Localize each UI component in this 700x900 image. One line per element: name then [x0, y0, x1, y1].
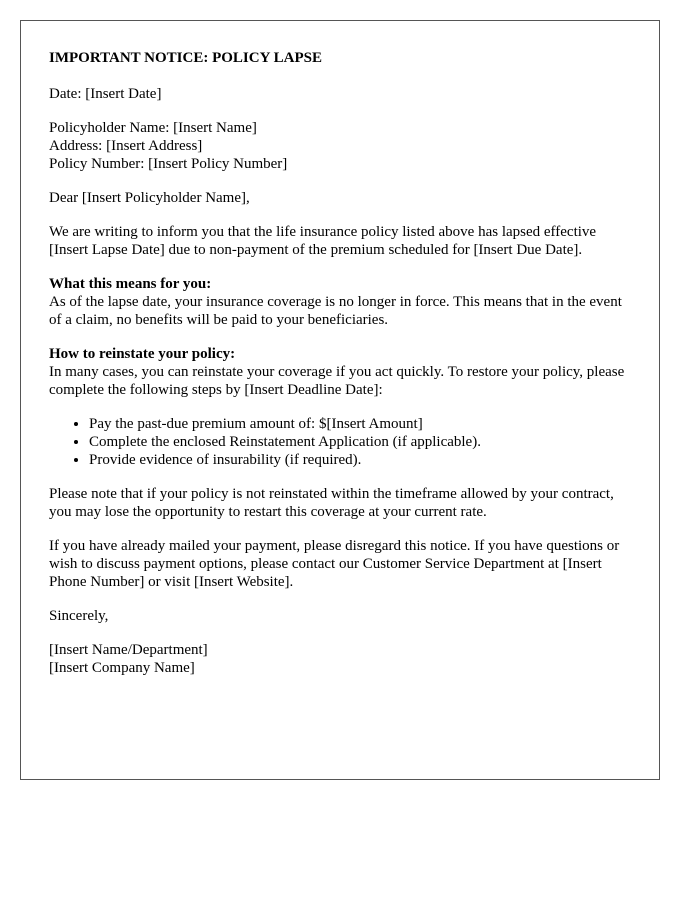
- greeting: Dear [Insert Policyholder Name],: [49, 190, 250, 206]
- reinstate-section: [49, 345, 631, 399]
- meaning-heading: What this means for you:: [49, 276, 212, 292]
- notice-title: IMPORTANT NOTICE: POLICY LAPSE: [49, 50, 322, 66]
- list-item: • Pay the past-due premium amount of: $[Insert Amount]: [89, 415, 631, 433]
- policyholder-name: Policyholder Name: [Insert Name]: [49, 120, 257, 136]
- list-item: • Provide evidence of insurability (if required).: [89, 451, 631, 469]
- contact: If you have already mailed your payment, please disregard this notice. If you have questions or wish to discuss payment options, please contact our Customer Service Department at [Insert Phone Number] or visit [Insert Website].: [49, 538, 620, 590]
- policy-number: Policy Number: [Insert Policy Number]: [49, 156, 288, 172]
- address: Address: [Insert Address]: [49, 138, 203, 154]
- letter: [20, 20, 660, 780]
- note: Please note that if your policy is not reinstated within the timeframe allowed by your contract, you may lose the opportunity to restart this coverage at your current rate.: [49, 486, 614, 520]
- reinstate-text: In many cases, you can reinstate your coverage if you act quickly. To restore your policy, please complete the following steps by [Insert Deadline Date]:: [49, 364, 625, 398]
- signature-company: [Insert Company Name]: [49, 660, 195, 676]
- intro: We are writing to inform you that the life insurance policy listed above has lapsed effective [Insert Lapse Date] due to non-payment of the premium scheduled for [Insert Due Date].: [49, 224, 597, 258]
- date: Date: [Insert Date]: [49, 86, 162, 102]
- signature: [49, 641, 631, 677]
- meaning-text: As of the lapse date, your insurance coverage is no longer in force. This means that in the event of a claim, no benefits will be paid to your beneficiaries.: [49, 294, 622, 328]
- policyholder-info: [49, 119, 631, 173]
- closing: Sincerely,: [49, 608, 109, 624]
- reinstate-heading: How to reinstate your policy:: [49, 346, 236, 362]
- meaning-section: [49, 275, 631, 329]
- steps-list: [49, 415, 631, 469]
- list-item: • Complete the enclosed Reinstatement Application (if applicable).: [89, 433, 631, 451]
- signature-name: [Insert Name/Department]: [49, 642, 208, 658]
